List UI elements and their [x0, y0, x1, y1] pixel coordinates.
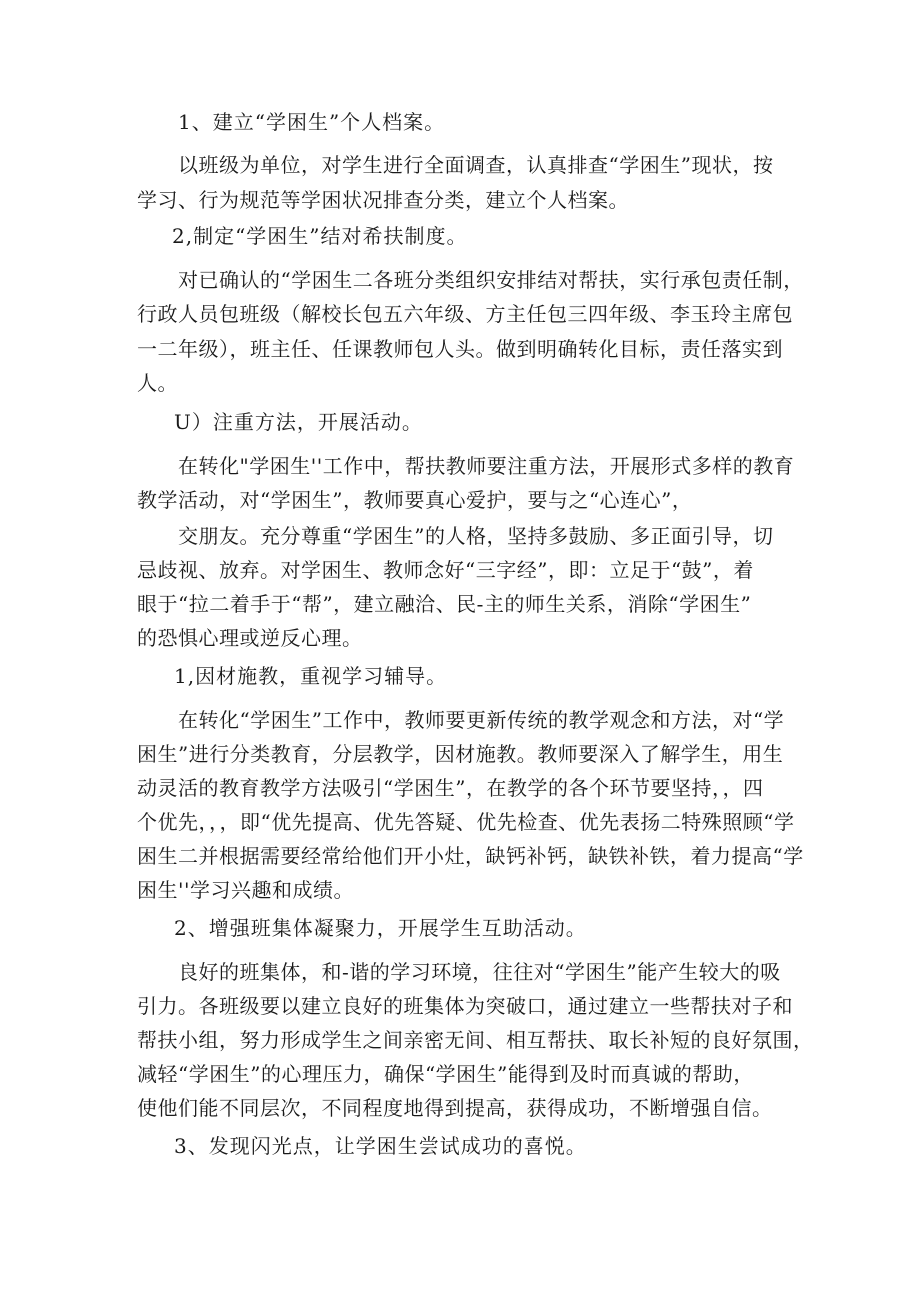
paragraph-line: 的恐惧心理或逆反心理。 [137, 626, 363, 650]
paragraph-line: 困生二并根据需要经常给他们开小灶，缺钙补钙，缺铁补铁，着力提高“学 [137, 844, 804, 868]
section-heading-2: 2,制定“学困生”结对希扶制度。 [172, 224, 468, 248]
paragraph-line: 困生''学习兴趣和成绩。 [137, 878, 354, 902]
paragraph-line: 眼于“拉二着手于“帮”，建立融洽、民-主的师生关系，消除“学困生” [137, 592, 752, 616]
paragraph-line: 以班级为单位，对学生进行全面调查，认真排查“学困生”现状，按 [178, 153, 774, 177]
section-heading-5: 2、增强班集体凝聚力，开展学生互助活动。 [174, 916, 587, 940]
paragraph-line: 在转化“学困生”工作中，教师要更新传统的教学观念和方法，对“学 [178, 708, 785, 732]
paragraph-line: 对已确认的“学困生二各班分类组织安排结对帮扶，实行承包责任制， [178, 268, 804, 292]
paragraph-line: 减轻“学困生”的心理压力，确保“学困生”能得到及时而真诚的帮助， [137, 1062, 754, 1086]
paragraph-line: 交朋友。充分尊重“学困生”的人格，坚持多鼓励、多正面引导，切 [178, 524, 774, 548]
paragraph-line: 人。 [137, 371, 178, 395]
paragraph-line: 忌歧视、放弃。对学困生、教师念好“三字经”，即：立足于“鼓”，着 [137, 558, 754, 582]
paragraph-line: 行政人员包班级（解校长包五六年级、方主任包三四年级、李玉玲主席包 [137, 302, 793, 326]
paragraph-line: 困生”进行分类教育，分层教学，因材施教。教师要深入了解学生，用生 [137, 742, 784, 766]
paragraph-line: 引力。各班级要以建立良好的班集体为突破口，通过建立一些帮扶对子和 [137, 994, 793, 1018]
paragraph-line: 个优先，，，即“优先提高、优先答疑、优先检查、优先表扬二特殊照顾“学 [137, 810, 795, 834]
section-heading-3: U）注重方法，开展活动。 [174, 410, 423, 434]
paragraph-line: 动灵活的教育教学方法吸引“学困生”，在教学的各个环节要坚持，，四 [137, 776, 764, 800]
paragraph-line: 良好的班集体，和-谐的学习环境，往往对“学困生”能产生较大的吸 [178, 960, 781, 984]
paragraph-line: 教学活动，对“学困生”，教师要真心爱护，要与之“心连心”， [137, 488, 693, 512]
paragraph-line: 帮扶小组，努力形成学生之间亲密无间、相互帮扶、取长补短的良好氛围， [137, 1028, 814, 1052]
paragraph-line: 使他们能不同层次，不同程度地得到提高，获得成功，不断增强自信。 [137, 1096, 773, 1120]
section-heading-6: 3、发现闪光点，让学困生尝试成功的喜悦。 [174, 1134, 587, 1158]
section-heading-4: 1,因材施教，重视学习辅导。 [174, 664, 448, 688]
section-heading-1: 1、建立“学困生”个人档案。 [178, 110, 446, 134]
paragraph-line: 学习、行为规范等学困状况排查分类，建立个人档案。 [137, 188, 629, 212]
paragraph-line: 在转化"学困生''工作中，帮扶教师要注重方法，开展形式多样的教育 [178, 454, 795, 478]
paragraph-line: 一二年级），班主任、任课教师包人头。做到明确转化目标，责任落实到 [137, 337, 783, 361]
